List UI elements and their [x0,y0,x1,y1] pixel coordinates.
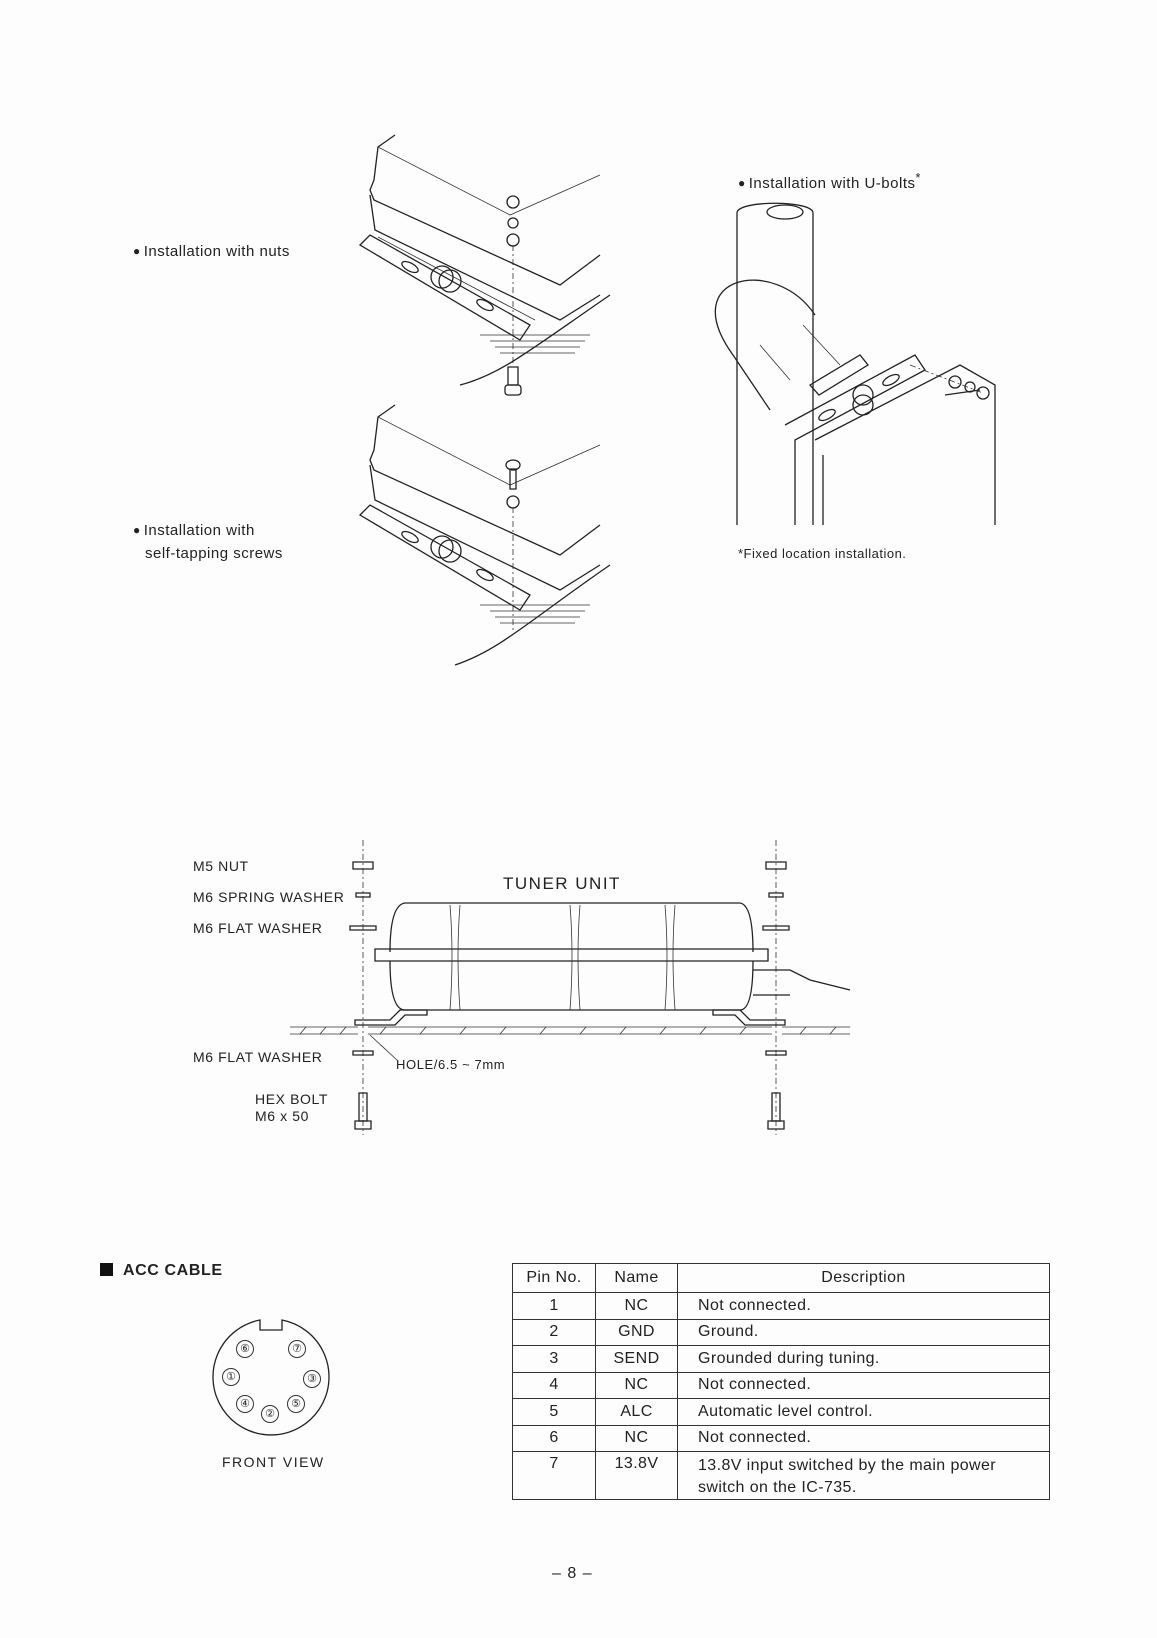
hole-label: HOLE/6.5 ~ 7mm [396,1057,506,1072]
description-cell: Not connected. [678,1293,1050,1320]
table-row [513,1399,1050,1426]
name-cell: NC [596,1293,678,1320]
installation-with-ubolts-label [738,171,921,192]
table-header-row [513,1264,1050,1293]
hex-bolt-size-label: M6 x 50 [255,1108,309,1124]
nuts-installation-illustration [360,135,610,415]
asterisk: * [915,171,921,185]
name-cell: NC [596,1372,678,1399]
m6-flat-washer-bottom-label: M6 FLAT WASHER [193,1049,323,1065]
acc-pin-table [512,1263,1050,1500]
name-cell: NC [596,1425,678,1452]
table-row [513,1425,1050,1452]
connector-pin-5: ⑤ [287,1395,305,1413]
table-row [513,1452,1050,1500]
description-cell: Not connected. [678,1372,1050,1399]
installation-with-screws-label-line2: self-tapping screws [145,545,283,562]
tuner-unit-title: TUNER UNIT [503,874,621,893]
pin-cell: 4 [513,1372,596,1399]
description-line-2: switch on the IC-735. [698,1479,857,1496]
connector-pin-1: ① [222,1368,240,1386]
table-row [513,1346,1050,1373]
connector-pin-6: ⑥ [236,1340,254,1358]
acc-cable-heading [100,1262,223,1280]
pin-cell: 2 [513,1319,596,1346]
name-cell: GND [596,1319,678,1346]
front-view-caption: FRONT VIEW [222,1454,325,1470]
header-description: Description [678,1264,1050,1293]
installation-with-screws-label: ● Installation with [133,522,255,539]
pin-cell: 6 [513,1425,596,1452]
header-pin-no: Pin No. [513,1264,596,1293]
description-cell [678,1452,1050,1500]
name-cell: ALC [596,1399,678,1426]
ubolts-label-text: Installation with U-bolts [748,175,916,192]
pin-cell: 7 [513,1452,596,1500]
installation-with-nuts-label: ● Installation with nuts [133,243,290,260]
acc-connector-diagram [212,1318,330,1436]
page-number: – 8 – [552,1565,593,1582]
table-row [513,1293,1050,1320]
square-bullet-icon [100,1263,113,1276]
acc-cable-heading-text: ACC CABLE [123,1262,223,1279]
header-name: Name [596,1264,678,1293]
m5-nut-label: M5 NUT [193,858,249,874]
connector-pin-3: ③ [303,1370,321,1388]
tuner-mounting-diagram [290,835,850,1135]
description-line-1: 13.8V input switched by the main power [698,1457,997,1474]
connector-pin-2: ② [261,1405,279,1423]
pin-cell: 3 [513,1346,596,1373]
name-cell: 13.8V [596,1452,678,1500]
connector-pin-7: ⑦ [288,1340,306,1358]
m6-spring-washer-label: M6 SPRING WASHER [193,889,345,905]
ubolts-footnote: *Fixed location installation. [738,546,907,561]
pin-cell: 1 [513,1293,596,1320]
hex-bolt-label: HEX BOLT [255,1091,329,1107]
m6-flat-washer-top-label: M6 FLAT WASHER [193,920,323,936]
ubolts-installation-illustration [715,195,1045,525]
name-cell: SEND [596,1346,678,1373]
connector-pin-4: ④ [236,1395,254,1413]
table-row [513,1372,1050,1399]
description-cell: Automatic level control. [678,1399,1050,1426]
description-cell: Grounded during tuning. [678,1346,1050,1373]
pin-cell: 5 [513,1399,596,1426]
screws-installation-illustration [360,405,610,685]
description-cell: Not connected. [678,1425,1050,1452]
table-row [513,1319,1050,1346]
description-cell: Ground. [678,1319,1050,1346]
